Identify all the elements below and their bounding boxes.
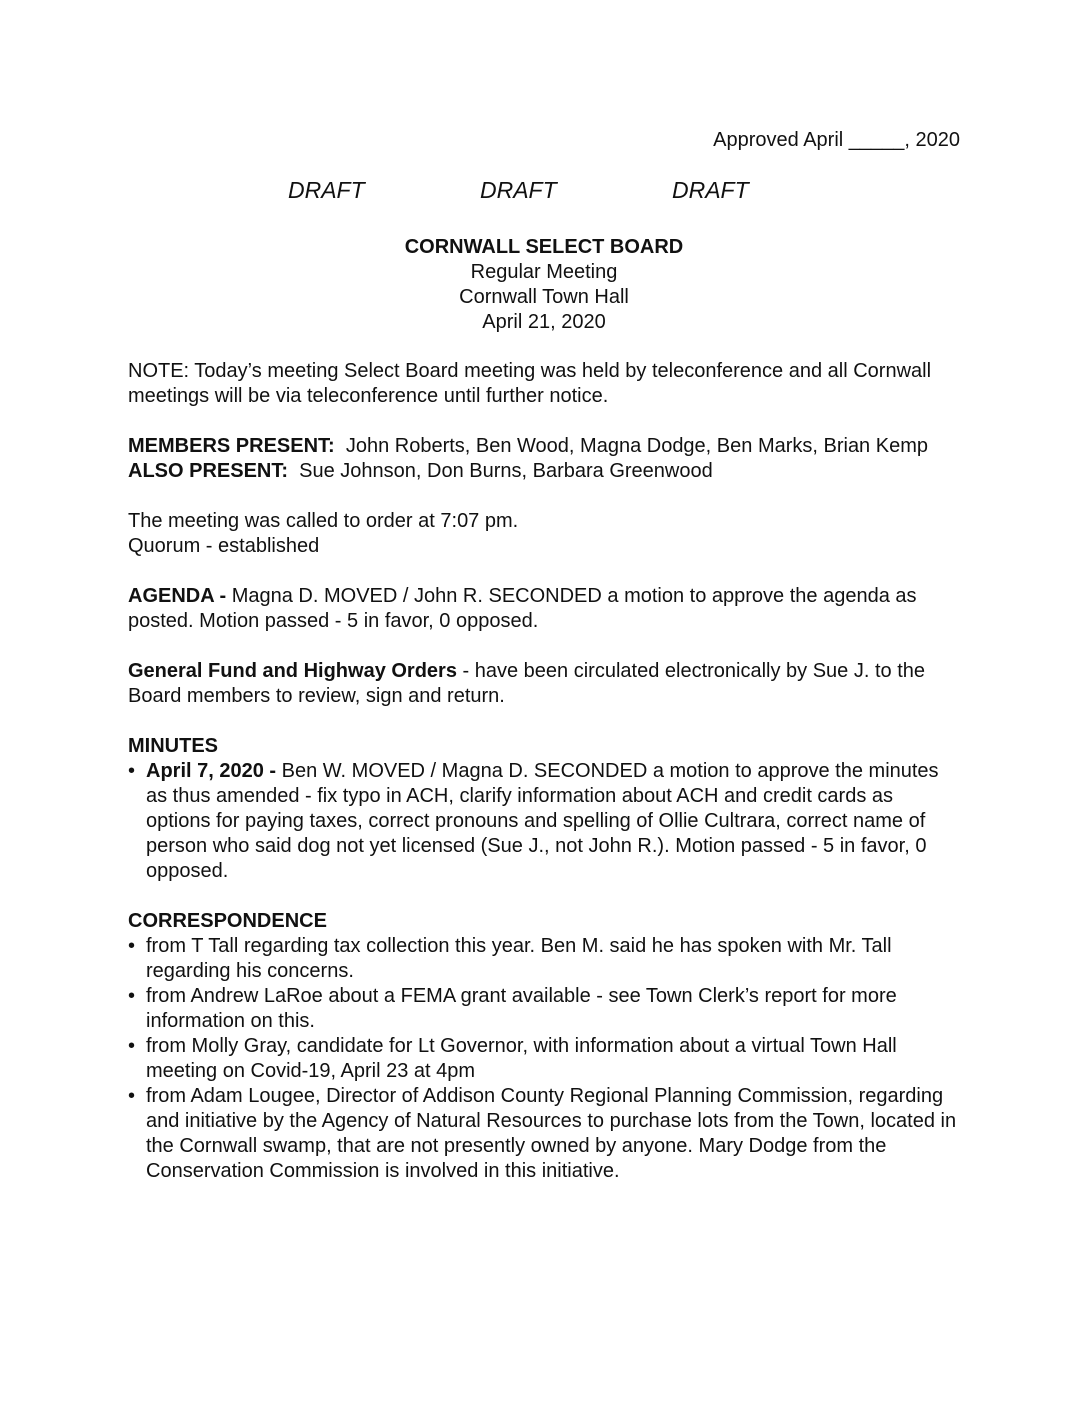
list-item: • from Adam Lougee, Director of Addison County Regional Planning Commission, regarding and initiative by the Agency of Natural Resources to purchase lots from the Town, located in the Cornwall swamp, that are not presently owned by anyone. Mary Dodge from the Conservation Commission is involved in this initiative. (128, 1084, 963, 1184)
meeting-location: Cornwall Town Hall (459, 286, 629, 308)
meeting-type: Regular Meeting (470, 261, 618, 283)
also-present (128, 459, 963, 484)
draft-mark: DRAFT (288, 177, 365, 203)
list-item: • from Andrew LaRoe about a FEMA grant available - see Town Clerk’s report for more information on this. (128, 984, 963, 1034)
members-present (128, 434, 963, 459)
list-item: • from T Tall regarding tax collection this year. Ben M. said he has spoken with Mr. Tall regarding his concerns. (128, 934, 963, 984)
draft-mark: DRAFT (480, 177, 557, 203)
list-item (128, 759, 963, 884)
draft-watermark-row (0, 178, 1088, 208)
quorum: Quorum - established (128, 535, 320, 557)
note-paragraph: NOTE: Today’s meeting Select Board meeting was held by teleconference and all Cornwall meetings will be via teleconference until further notice. (128, 360, 932, 407)
correspondence-heading: CORRESPONDENCE (128, 910, 327, 932)
correspondence-list (128, 934, 963, 1184)
list-item: • from Molly Gray, candidate for Lt Governor, with information about a virtual Town Hall meeting on Covid-19, April 23 at 4pm (128, 1034, 963, 1084)
members-present-value: John Roberts, Ben Wood, Magna Dodge, Ben Marks, Brian Kemp (345, 435, 928, 457)
document-body (128, 359, 963, 1209)
minutes-list (128, 759, 963, 884)
draft-mark: DRAFT (672, 177, 749, 203)
general-fund-label: General Fund and Highway Orders (128, 660, 457, 682)
call-to-order: The meeting was called to order at 7:07 pm. (128, 510, 519, 532)
minutes-item-text: Ben W. MOVED / Magna D. SECONDED a motion to approve the minutes as thus amended - fix typo in ACH, clarify information about ACH and credit cards as options for paying taxes, correct pronouns and spelling of Ollie Cultrara, correct name of person who said dog not yet licensed (Sue J., not John R.). Motion passed - 5 in favor, 0 opposed. (146, 760, 939, 882)
minutes-heading: MINUTES (128, 735, 218, 757)
general-fund-paragraph (128, 659, 963, 709)
members-present-label: MEMBERS PRESENT: (128, 435, 335, 457)
agenda-paragraph (128, 584, 963, 634)
also-present-value: Sue Johnson, Don Burns, Barbara Greenwood (299, 460, 713, 482)
general-fund-text: - have been circulated electronically by Sue J. to the Board members to review, sign and return. (128, 660, 926, 707)
approval-line: Approved April _____, 2020 (713, 129, 960, 151)
also-present-label: ALSO PRESENT: (128, 460, 289, 482)
document-title: CORNWALL SELECT BOARD (404, 236, 684, 258)
meeting-date: April 21, 2020 (482, 311, 606, 333)
minutes-item-label: April 7, 2020 - (146, 760, 277, 782)
agenda-text: Magna D. MOVED / John R. SECONDED a motion to approve the agenda as posted. Motion passed - 5 in favor, 0 opposed. (128, 585, 917, 632)
document-header (0, 235, 1088, 335)
agenda-label: AGENDA - (128, 585, 227, 607)
